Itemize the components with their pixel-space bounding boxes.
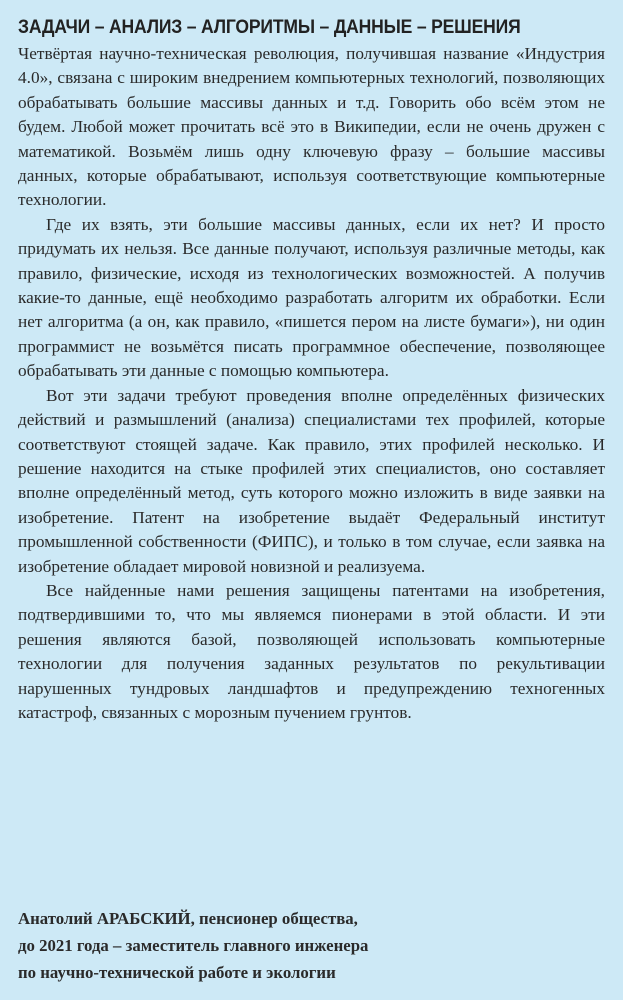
article-paragraph-4: Все найденные нами решения защищены патентами на изобретения, подтвердившими то, что мы являемся пионерами в этой области. И эти решения являются базой, позволяющей использовать компьютерные технологии для получения заданных результатов по рекультивации нарушенных тундровых ландшафтов и предупреждению техногенных катастроф, связанных с морозным пучением грунтов. xyxy=(18,580,605,722)
author-signature xyxy=(18,905,368,986)
article-headline: ЗАДАЧИ – АНАЛИЗ – АЛГОРИТМЫ – ДАННЫЕ – РЕШЕНИЯ xyxy=(18,16,521,38)
article-paragraph-3: Вот эти задачи требуют проведения вполне определённых физических действий и размышлений (анализа) специалистами тех профилей, которые соответствуют стоящей задаче. Как правило, этих профилей несколько. И решение находится на стыке профилей этих специалистов, оно составляет вполне определённый метод, суть которого можно изложить в виде заявки на изобретение. Патент на изобретение выдаёт Федеральный институт промышленной собственности (ФИПС), и только в том случае, если заявка на изобретение обладает мировой новизной и реализуема. xyxy=(18,385,605,576)
article-paragraph-2: Где их взять, эти большие массивы данных, если их нет? И просто придумать их нельзя. Все данные получают, используя различные методы, как правило, физические, исходя из технологических возможностей. А получив какие-то данные, ещё необходимо разработать алгоритм их обработки. Если нет алгоритма (а он, как правило, «пишется пером на листе бумаги»), ни один программист не возьмётся писать программное обеспечение, позволяющее обрабатывать эти данные с помощью компьютера. xyxy=(18,214,605,381)
article-body xyxy=(18,42,605,725)
article-paragraph-1: Четвёртая научно-техническая революция, получившая название «Индустрия 4.0», связана с широким внедрением компьютерных технологий, позволяющих обрабатывать большие массивы данных и т.д. Говорить обо всём этом не будем. Любой может прочитать всё это в Википедии, если не очень дружен с математикой. Возьмём лишь одну ключевую фразу – большие массивы данных, которые обрабатывают, используя соответствующие компьютерные технологии. xyxy=(18,44,605,210)
author-name-line: Анатолий АРАБСКИЙ, пенсионер общества, xyxy=(18,909,358,928)
author-department-line: по научно-технической работе и экологии xyxy=(18,963,336,982)
author-position-line: до 2021 года – заместитель главного инженера xyxy=(18,936,369,955)
